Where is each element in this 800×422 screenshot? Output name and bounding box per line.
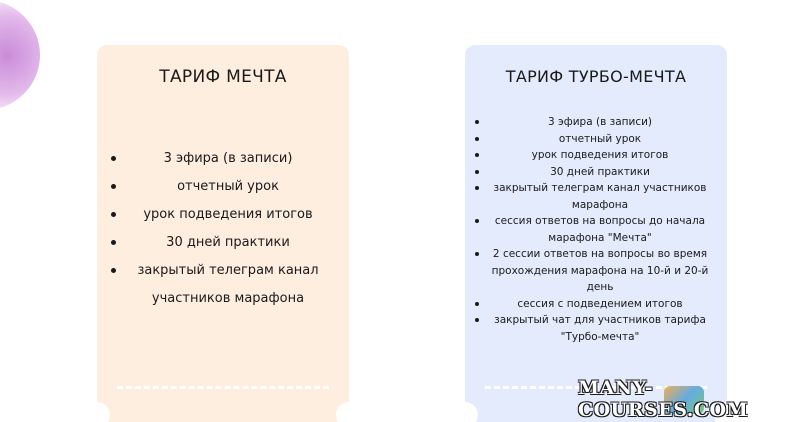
feature-item: 2 сессии ответов на вопросы во время прохождения марафона на 10-й и 20-й день bbox=[465, 246, 727, 296]
tariff-card-turbo bbox=[465, 45, 727, 422]
feature-item: 3 эфира (в записи) bbox=[465, 114, 727, 131]
ticket-divider bbox=[117, 386, 329, 389]
feature-item: отчетный урок bbox=[465, 131, 727, 148]
feature-item: отчетный урок bbox=[97, 173, 349, 201]
decorative-blob bbox=[0, 0, 40, 110]
ticket-notch bbox=[336, 402, 349, 422]
feature-item: урок подведения итогов bbox=[97, 201, 349, 229]
ticket-notch bbox=[465, 402, 478, 422]
feature-list bbox=[97, 145, 349, 313]
ticket-notch bbox=[97, 402, 110, 422]
feature-item: закрытый телеграм канал участников марафона bbox=[97, 257, 349, 313]
feature-item: сессия ответов на вопросы до начала марафона "Мечта" bbox=[465, 213, 727, 246]
feature-item: 3 эфира (в записи) bbox=[97, 145, 349, 173]
feature-list bbox=[465, 114, 727, 345]
feature-item: закрытый телеграм канал участников марафона bbox=[465, 180, 727, 213]
tariff-title: ТАРИФ ТУРБО-МЕЧТА bbox=[505, 67, 687, 86]
feature-item: закрытый чат для участников тарифа "Турбо-мечта" bbox=[465, 312, 727, 345]
feature-item: урок подведения итогов bbox=[465, 147, 727, 164]
feature-item: 30 дней практики bbox=[97, 229, 349, 257]
feature-item: сессия с подведением итогов bbox=[465, 296, 727, 313]
watermark-text: MANY-COURSES.COM bbox=[578, 377, 749, 421]
feature-item: 30 дней практики bbox=[465, 164, 727, 181]
tariff-title: ТАРИФ МЕЧТА bbox=[159, 67, 287, 87]
tariff-card-dream bbox=[97, 45, 349, 422]
